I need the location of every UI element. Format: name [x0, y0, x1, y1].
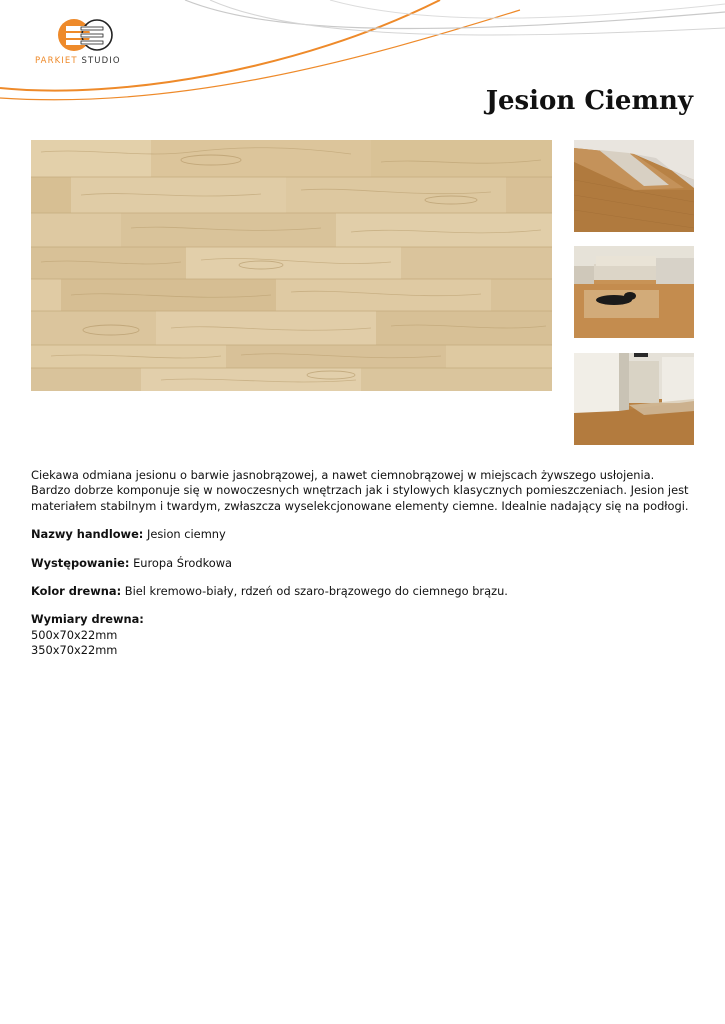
living-room-floor-thumbnail [574, 246, 694, 338]
spec-occurrence-label: Występowanie: [31, 555, 130, 570]
wood-floor-sample-image [31, 140, 552, 391]
dimension-item: 500x70x22mm [31, 627, 118, 642]
spec-wood-color [31, 584, 695, 599]
brand-word-parkiet: PARKIET [35, 56, 78, 66]
spec-trade-names [31, 527, 695, 542]
spec-occurrence [31, 556, 695, 571]
spec-dimensions [31, 612, 695, 658]
spec-dimensions-label: Wymiary drewna: [31, 612, 144, 627]
description-paragraph: Ciekawa odmiana jesionu o barwie jasnobrązowej, a nawet ciemnobrązowej w miejscach żywszego usłojenia. Bardzo dobrze komponuje się w nowoczesnych wnętrzach jak i stylowych klasycznych pomieszczeniach. Jesion jest materiałem stabilnym i twardym, zwłaszcza wyselekcjonowane elementy ciemne. Idealnie nadający się na podłogi. [31, 468, 689, 513]
brand-name [35, 56, 121, 66]
spec-trade-names-label: Nazwy handlowe: [31, 527, 144, 542]
spec-occurrence-value: Europa Środkowa [133, 555, 233, 570]
spec-wood-color-value: Biel kremowo-biały, rdzeń od szaro-brązowego do ciemnego brązu. [124, 584, 508, 599]
interior-corridor-floor-thumbnail [574, 353, 694, 445]
hallway-floor-thumbnail [574, 140, 694, 232]
spec-wood-color-label: Kolor drewna: [31, 584, 122, 599]
dimension-item: 350x70x22mm [31, 643, 118, 658]
product-description-section [31, 468, 695, 659]
spec-trade-names-value: Jesion ciemny [146, 527, 226, 542]
page-title: Jesion Ciemny [485, 86, 693, 116]
brand-word-studio: STUDIO [81, 56, 121, 66]
